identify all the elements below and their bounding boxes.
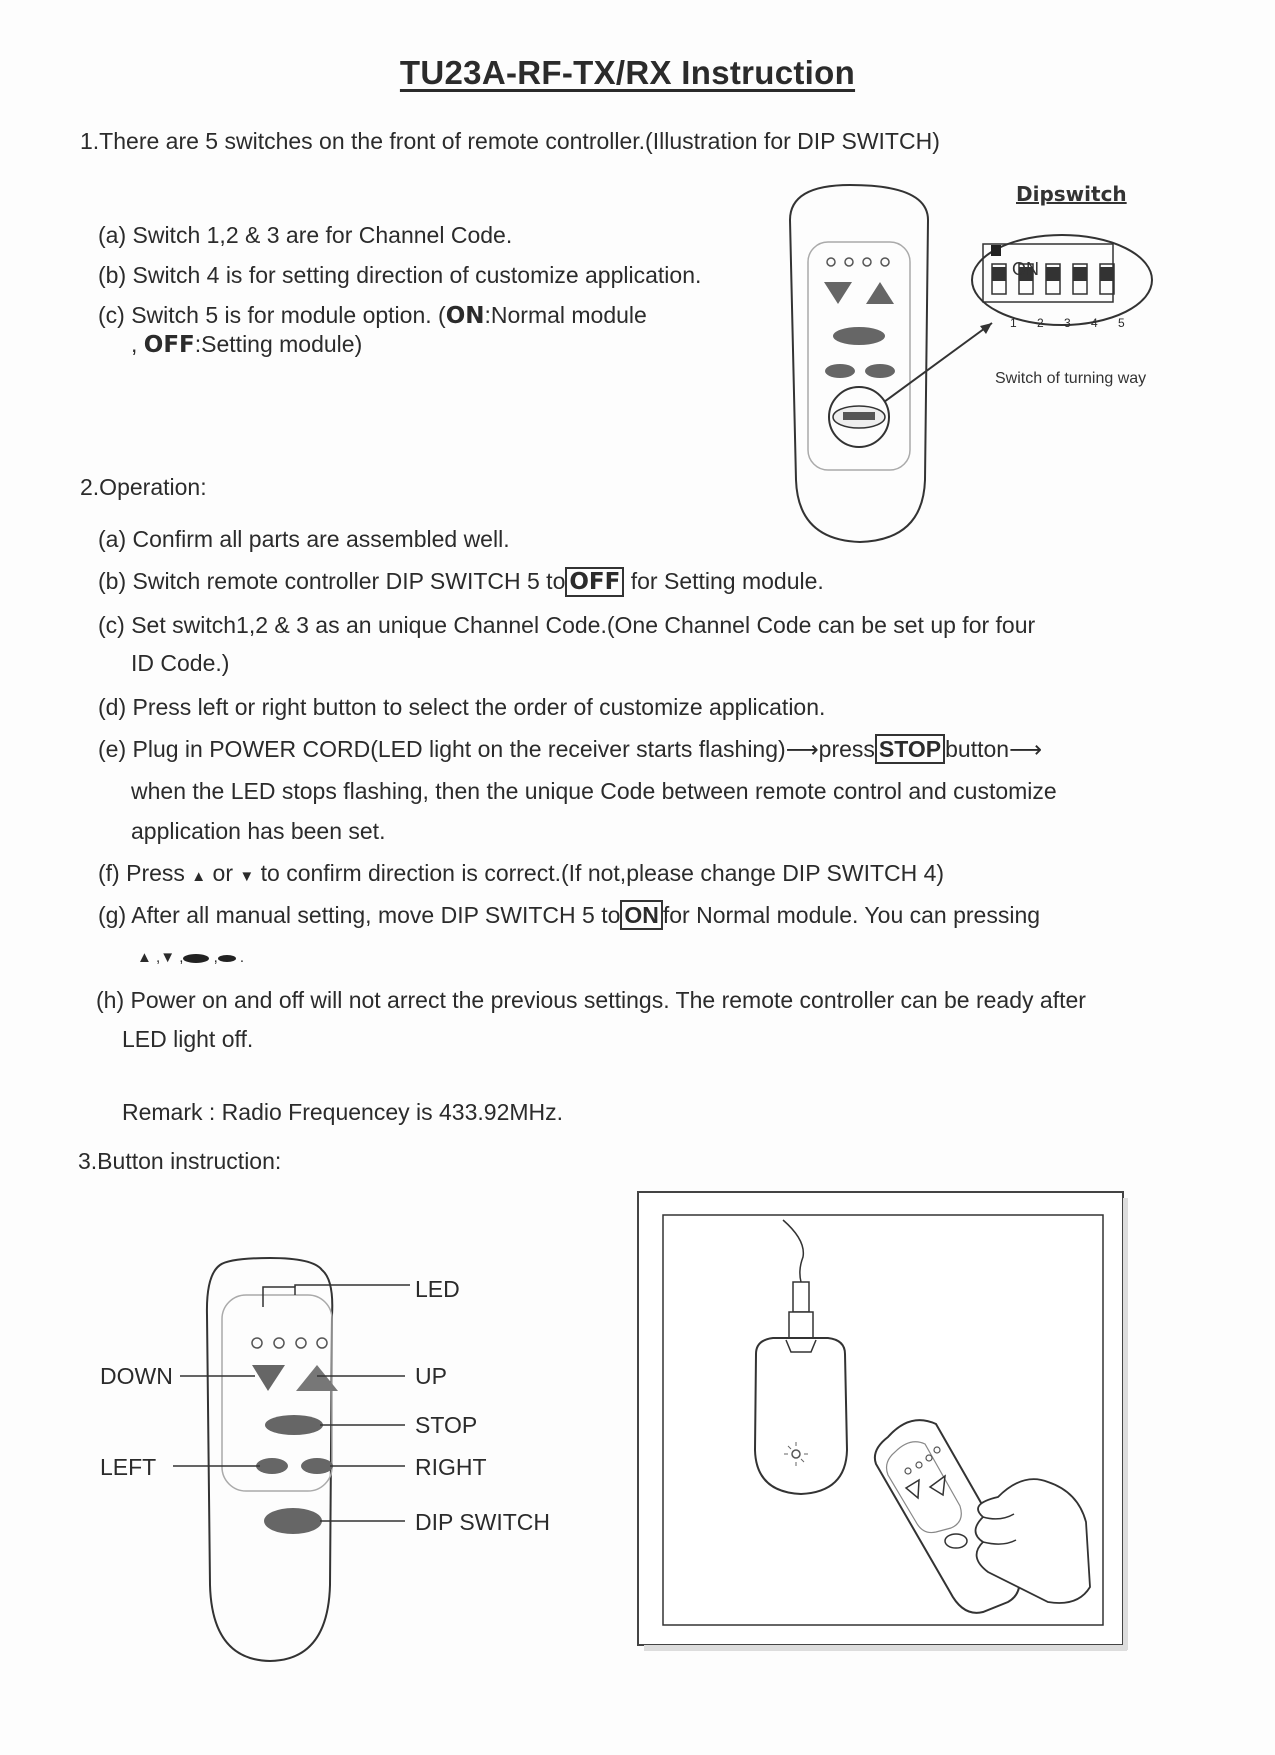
- comma: ,: [131, 331, 144, 357]
- section2-item-f: [98, 860, 944, 890]
- item-e-text-end: button⟶: [945, 736, 1043, 762]
- stop-oval-icon: [183, 954, 209, 963]
- section3-heading: 3.Button instruction:: [78, 1148, 282, 1174]
- section2-item-e-line1: [98, 736, 1042, 763]
- dip-switch-label: DIP SWITCH: [415, 1509, 551, 1535]
- button-symbols: ▲ ,▼ , , .: [137, 949, 245, 966]
- remark: Remark : Radio Frequencey is 433.92MHz.: [122, 1099, 564, 1125]
- section1-item-c-line2: [131, 331, 362, 359]
- dip-on-label: ON: [1012, 259, 1039, 279]
- item-f-or: or: [212, 860, 233, 886]
- dip-caption: Switch of turning way: [995, 370, 1147, 387]
- item-f-text: (f) Press: [98, 860, 185, 886]
- dip-number-2: 2: [1037, 316, 1044, 330]
- down-triangle-icon: ▼: [160, 949, 176, 966]
- dip-number-1: 1: [1010, 316, 1017, 330]
- item-c-text-end: :Setting module): [194, 331, 363, 357]
- section1-heading: 1.There are 5 switches on the front of remote controller.(Illustration for DIP SWITCH): [80, 128, 940, 154]
- dip-number-3: 3: [1064, 316, 1071, 330]
- down-triangle-icon: ▼: [239, 868, 255, 885]
- remote-illustration-top: [780, 180, 1260, 550]
- item-g-text-end: for Normal module. You can pressing: [662, 902, 1041, 928]
- section2-item-a: (a) Confirm all parts are assembled well.: [98, 526, 510, 552]
- section1-item-b: (b) Switch 4 is for setting direction of customize application.: [98, 262, 702, 288]
- item-f-text-end: to confirm direction is correct.(If not,please change DIP SWITCH 4): [260, 860, 945, 886]
- section2-item-h-line1: (h) Power on and off will not arrect the previous settings. The remote controller can be ready after: [96, 987, 1086, 1013]
- up-triangle-icon: ▲: [191, 868, 207, 885]
- section2-item-e-line3: application has been set.: [131, 818, 386, 844]
- item-c-text-mid: :Normal module: [484, 302, 647, 328]
- dip-number-5: 5: [1118, 316, 1125, 330]
- on-box: ON: [620, 900, 663, 930]
- up-label: UP: [415, 1363, 447, 1389]
- stop-label: STOP: [415, 1412, 478, 1438]
- off-keyword: OFF: [143, 332, 195, 358]
- section2-heading: 2.Operation:: [80, 474, 207, 500]
- section1-item-a: (a) Switch 1,2 & 3 are for Channel Code.: [98, 222, 513, 248]
- dip-number-4: 4: [1091, 316, 1098, 330]
- item-e-text: (e) Plug in POWER CORD(LED light on the receiver starts flashing)⟶press: [98, 736, 875, 762]
- section2-item-g-line1: [98, 902, 1040, 929]
- down-label: DOWN: [100, 1363, 173, 1389]
- section2-item-c-line2: ID Code.): [131, 650, 230, 676]
- dipswitch-title: Dipswitch: [1016, 182, 1127, 206]
- up-triangle-icon: ▲: [137, 949, 152, 966]
- off-box: OFF: [565, 567, 624, 597]
- item-b-text-end: for Setting module.: [630, 568, 824, 594]
- item-g-text: (g) After all manual setting, move DIP SWITCH 5 to: [98, 902, 621, 928]
- section2-item-e-line2: when the LED stops flashing, then the unique Code between remote control and customize: [131, 778, 1057, 804]
- usage-illustration: [638, 1192, 1124, 1648]
- section1-item-c: [98, 302, 647, 330]
- item-c-text: (c) Switch 5 is for module option. (: [98, 302, 446, 328]
- on-keyword: ON: [445, 303, 485, 329]
- item-b-text: (b) Switch remote controller DIP SWITCH 5 to: [98, 568, 566, 594]
- section2-item-b: [98, 568, 824, 596]
- section2-item-h-line2: LED light off.: [122, 1026, 254, 1052]
- led-label: LED: [415, 1276, 460, 1302]
- section2-item-c-line1: (c) Set switch1,2 & 3 as an unique Channel Code.(One Channel Code can be set up for four: [98, 612, 1036, 638]
- right-label: RIGHT: [415, 1454, 487, 1480]
- remote-button-diagram: [170, 1255, 430, 1665]
- page-title: TU23A-RF-TX/RX Instruction: [399, 54, 856, 91]
- stop-box: STOP: [875, 734, 945, 764]
- left-label: LEFT: [100, 1454, 157, 1480]
- left-right-oval-icon: [218, 955, 236, 962]
- section2-item-d: (d) Press left or right button to select the order of customize application.: [98, 694, 826, 720]
